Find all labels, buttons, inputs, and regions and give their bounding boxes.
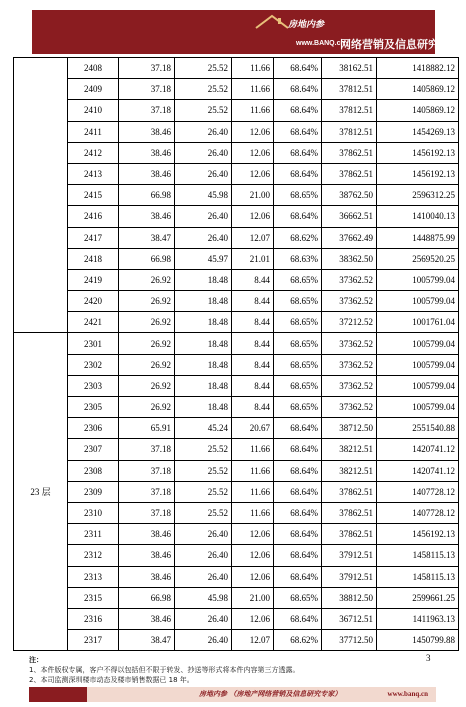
table-body [14,58,459,651]
table-row [14,248,459,269]
value-cell: 37362.52 [322,397,377,418]
value-cell: 68.65% [274,397,322,418]
room-number-cell: 2417 [68,227,119,248]
value-cell: 68.65% [274,185,322,206]
room-number-cell: 2317 [68,630,119,651]
value-cell: 38.46 [119,206,175,227]
value-cell: 11.66 [232,439,274,460]
value-cell: 68.64% [274,566,322,587]
value-cell: 38212.51 [322,460,377,481]
table-row [14,333,459,354]
value-cell: 68.64% [274,100,322,121]
value-cell: 1411963.13 [377,608,459,629]
value-cell: 37362.52 [322,269,377,290]
value-cell: 38.47 [119,227,175,248]
value-cell: 25.52 [175,460,232,481]
house-logo-icon [254,14,290,36]
value-cell: 26.40 [175,121,232,142]
table-row [14,566,459,587]
value-cell: 68.64% [274,58,322,79]
value-cell: 26.92 [119,333,175,354]
value-cell: 1410040.13 [377,206,459,227]
floor-cell [14,58,68,333]
value-cell: 38712.50 [322,418,377,439]
value-cell: 38.46 [119,524,175,545]
room-number-cell: 2308 [68,460,119,481]
page-number: 3 [426,653,431,663]
header-banner [32,10,461,54]
value-cell: 38812.50 [322,587,377,608]
value-cell: 11.66 [232,58,274,79]
value-cell: 37712.50 [322,630,377,651]
value-cell: 12.06 [232,566,274,587]
value-cell: 68.64% [274,163,322,184]
value-cell: 37912.51 [322,545,377,566]
value-cell: 12.06 [232,121,274,142]
table-row [14,354,459,375]
value-cell: 8.44 [232,291,274,312]
value-cell: 18.48 [175,312,232,333]
table-row [14,439,459,460]
value-cell: 37.18 [119,100,175,121]
site-url[interactable]: www.BANQ.cn [296,40,345,47]
value-cell: 45.24 [175,418,232,439]
value-cell: 68.65% [274,312,322,333]
footer-bar [29,687,436,702]
value-cell: 12.07 [232,227,274,248]
value-cell: 45.98 [175,185,232,206]
value-cell: 37362.52 [322,375,377,396]
value-cell: 26.92 [119,312,175,333]
room-number-cell: 2303 [68,375,119,396]
value-cell: 68.65% [274,587,322,608]
value-cell: 37212.52 [322,312,377,333]
value-cell: 1407728.12 [377,481,459,502]
room-number-cell: 2413 [68,163,119,184]
room-number-cell: 2420 [68,291,119,312]
table-row [14,100,459,121]
table-row [14,587,459,608]
value-cell: 68.64% [274,608,322,629]
value-cell: 26.92 [119,291,175,312]
value-cell: 68.63% [274,248,322,269]
value-cell: 38.46 [119,608,175,629]
value-cell: 68.64% [274,142,322,163]
value-cell: 1456192.13 [377,142,459,163]
table-row [14,397,459,418]
value-cell: 68.64% [274,79,322,100]
value-cell: 21.00 [232,185,274,206]
value-cell: 1456192.13 [377,524,459,545]
table-row [14,502,459,523]
room-number-cell: 2415 [68,185,119,206]
value-cell: 38762.50 [322,185,377,206]
value-cell: 18.48 [175,269,232,290]
unit-price-table [13,57,459,651]
room-number-cell: 2302 [68,354,119,375]
value-cell: 25.52 [175,502,232,523]
value-cell: 68.65% [274,333,322,354]
value-cell: 12.06 [232,142,274,163]
value-cell: 26.92 [119,375,175,396]
value-cell: 1001761.04 [377,312,459,333]
value-cell: 1420741.12 [377,439,459,460]
value-cell: 68.64% [274,524,322,545]
room-number-cell: 2313 [68,566,119,587]
value-cell: 26.40 [175,608,232,629]
table-row [14,524,459,545]
table-row [14,206,459,227]
footer-url[interactable]: www.banq.cn [387,690,428,698]
value-cell: 66.98 [119,248,175,269]
value-cell: 1450799.88 [377,630,459,651]
value-cell: 26.40 [175,206,232,227]
table-row [14,545,459,566]
value-cell: 1454269.13 [377,121,459,142]
value-cell: 68.64% [274,439,322,460]
value-cell: 12.06 [232,206,274,227]
table-row [14,460,459,481]
room-number-cell: 2410 [68,100,119,121]
room-number-cell: 2421 [68,312,119,333]
table-row [14,227,459,248]
value-cell: 2551540.88 [377,418,459,439]
value-cell: 37862.51 [322,481,377,502]
value-cell: 26.92 [119,269,175,290]
value-cell: 45.98 [175,587,232,608]
value-cell: 1405869.12 [377,79,459,100]
table-row [14,163,459,184]
value-cell: 11.66 [232,502,274,523]
value-cell: 11.66 [232,481,274,502]
value-cell: 26.40 [175,227,232,248]
value-cell: 68.62% [274,630,322,651]
room-number-cell: 2306 [68,418,119,439]
room-number-cell: 2315 [68,587,119,608]
table-row [14,291,459,312]
value-cell: 38.46 [119,121,175,142]
value-cell: 38212.51 [322,439,377,460]
value-cell: 68.64% [274,545,322,566]
value-cell: 37362.52 [322,291,377,312]
room-number-cell: 2309 [68,481,119,502]
value-cell: 12.07 [232,630,274,651]
value-cell: 37812.51 [322,79,377,100]
value-cell: 38.46 [119,566,175,587]
value-cell: 8.44 [232,375,274,396]
room-number-cell: 2412 [68,142,119,163]
value-cell: 37812.51 [322,100,377,121]
value-cell: 45.97 [175,248,232,269]
value-cell: 36662.51 [322,206,377,227]
value-cell: 38.46 [119,545,175,566]
value-cell: 26.40 [175,163,232,184]
value-cell: 1005799.04 [377,397,459,418]
room-number-cell: 2411 [68,121,119,142]
value-cell: 18.48 [175,397,232,418]
table-row [14,58,459,79]
value-cell: 66.98 [119,185,175,206]
value-cell: 68.64% [274,481,322,502]
value-cell: 37.18 [119,481,175,502]
value-cell: 66.98 [119,587,175,608]
value-cell: 25.52 [175,58,232,79]
room-number-cell: 2409 [68,79,119,100]
table-row [14,418,459,439]
value-cell: 68.65% [274,269,322,290]
room-number-cell: 2311 [68,524,119,545]
footer-text: 房地内参 （房地产网络营销及信息研究专家） [199,689,342,698]
value-cell: 37862.51 [322,524,377,545]
footer-accent [29,687,87,702]
value-cell: 1458115.13 [377,545,459,566]
value-cell: 68.62% [274,227,322,248]
value-cell: 25.52 [175,481,232,502]
value-cell: 8.44 [232,312,274,333]
room-number-cell: 2418 [68,248,119,269]
value-cell: 37.18 [119,460,175,481]
value-cell: 21.00 [232,587,274,608]
value-cell: 68.64% [274,502,322,523]
value-cell: 1456192.13 [377,163,459,184]
value-cell: 11.66 [232,460,274,481]
room-number-cell: 2408 [68,58,119,79]
notes-title: 注： [29,656,43,664]
room-number-cell: 2316 [68,608,119,629]
value-cell: 18.48 [175,375,232,396]
value-cell: 2569520.25 [377,248,459,269]
value-cell: 1405869.12 [377,100,459,121]
value-cell: 38.46 [119,142,175,163]
table-row [14,121,459,142]
table-row [14,269,459,290]
value-cell: 37662.49 [322,227,377,248]
value-cell: 37.18 [119,439,175,460]
table-row [14,481,459,502]
value-cell: 2596312.25 [377,185,459,206]
value-cell: 11.66 [232,100,274,121]
value-cell: 1418882.12 [377,58,459,79]
value-cell: 68.64% [274,206,322,227]
room-number-cell: 2312 [68,545,119,566]
value-cell: 26.40 [175,566,232,587]
value-cell: 2599661.25 [377,587,459,608]
table-row [14,375,459,396]
room-number-cell: 2416 [68,206,119,227]
value-cell: 1005799.04 [377,269,459,290]
note-line-2: 2、本司监测深圳楼市动态及楼市销售数据已 18 年。 [29,676,194,684]
value-cell: 25.52 [175,439,232,460]
value-cell: 1005799.04 [377,354,459,375]
value-cell: 37862.51 [322,502,377,523]
value-cell: 68.65% [274,291,322,312]
value-cell: 37812.51 [322,121,377,142]
value-cell: 11.66 [232,79,274,100]
value-cell: 38362.50 [322,248,377,269]
value-cell: 12.06 [232,163,274,184]
footnotes [29,655,436,689]
value-cell: 68.64% [274,121,322,142]
value-cell: 8.44 [232,333,274,354]
value-cell: 18.48 [175,333,232,354]
note-line-1: 1、本件版权专属，客户不得以包括但不限于转发、抄送等形式将本件内容第三方透露。 [29,666,300,674]
table-row [14,608,459,629]
room-number-cell: 2301 [68,333,119,354]
value-cell: 8.44 [232,269,274,290]
room-number-cell: 2310 [68,502,119,523]
value-cell: 26.40 [175,630,232,651]
value-cell: 25.52 [175,79,232,100]
value-cell: 1005799.04 [377,375,459,396]
value-cell: 25.52 [175,100,232,121]
room-number-cell: 2305 [68,397,119,418]
value-cell: 26.92 [119,354,175,375]
value-cell: 37362.52 [322,333,377,354]
value-cell: 38162.51 [322,58,377,79]
value-cell: 1005799.04 [377,291,459,312]
value-cell: 65.91 [119,418,175,439]
table-row [14,79,459,100]
value-cell: 37.18 [119,502,175,523]
value-cell: 38.47 [119,630,175,651]
value-cell: 68.65% [274,375,322,396]
value-cell: 18.48 [175,354,232,375]
value-cell: 68.65% [274,354,322,375]
room-number-cell: 2307 [68,439,119,460]
value-cell: 12.06 [232,545,274,566]
brand-name: 房地内参 [288,20,325,30]
table-row [14,630,459,651]
value-cell: 37912.51 [322,566,377,587]
table-row [14,185,459,206]
value-cell: 36712.51 [322,608,377,629]
value-cell: 26.40 [175,524,232,545]
value-cell: 12.06 [232,608,274,629]
value-cell: 1407728.12 [377,502,459,523]
value-cell: 37862.51 [322,163,377,184]
value-cell: 1448875.99 [377,227,459,248]
value-cell: 1005799.04 [377,333,459,354]
room-number-cell: 2419 [68,269,119,290]
value-cell: 26.40 [175,545,232,566]
value-cell: 37362.52 [322,354,377,375]
value-cell: 1420741.12 [377,460,459,481]
value-cell: 26.92 [119,397,175,418]
value-cell: 26.40 [175,142,232,163]
floor-cell: 23 层 [14,333,68,651]
value-cell: 18.48 [175,291,232,312]
value-cell: 37862.51 [322,142,377,163]
value-cell: 38.46 [119,163,175,184]
value-cell: 8.44 [232,397,274,418]
value-cell: 68.64% [274,460,322,481]
value-cell: 8.44 [232,354,274,375]
value-cell: 21.01 [232,248,274,269]
header-slogan: 网络营销及信息研究专家 [340,38,461,51]
value-cell: 37.18 [119,79,175,100]
value-cell: 68.64% [274,418,322,439]
value-cell: 20.67 [232,418,274,439]
table-row [14,142,459,163]
table-row [14,312,459,333]
value-cell: 1458115.13 [377,566,459,587]
value-cell: 37.18 [119,58,175,79]
value-cell: 12.06 [232,524,274,545]
